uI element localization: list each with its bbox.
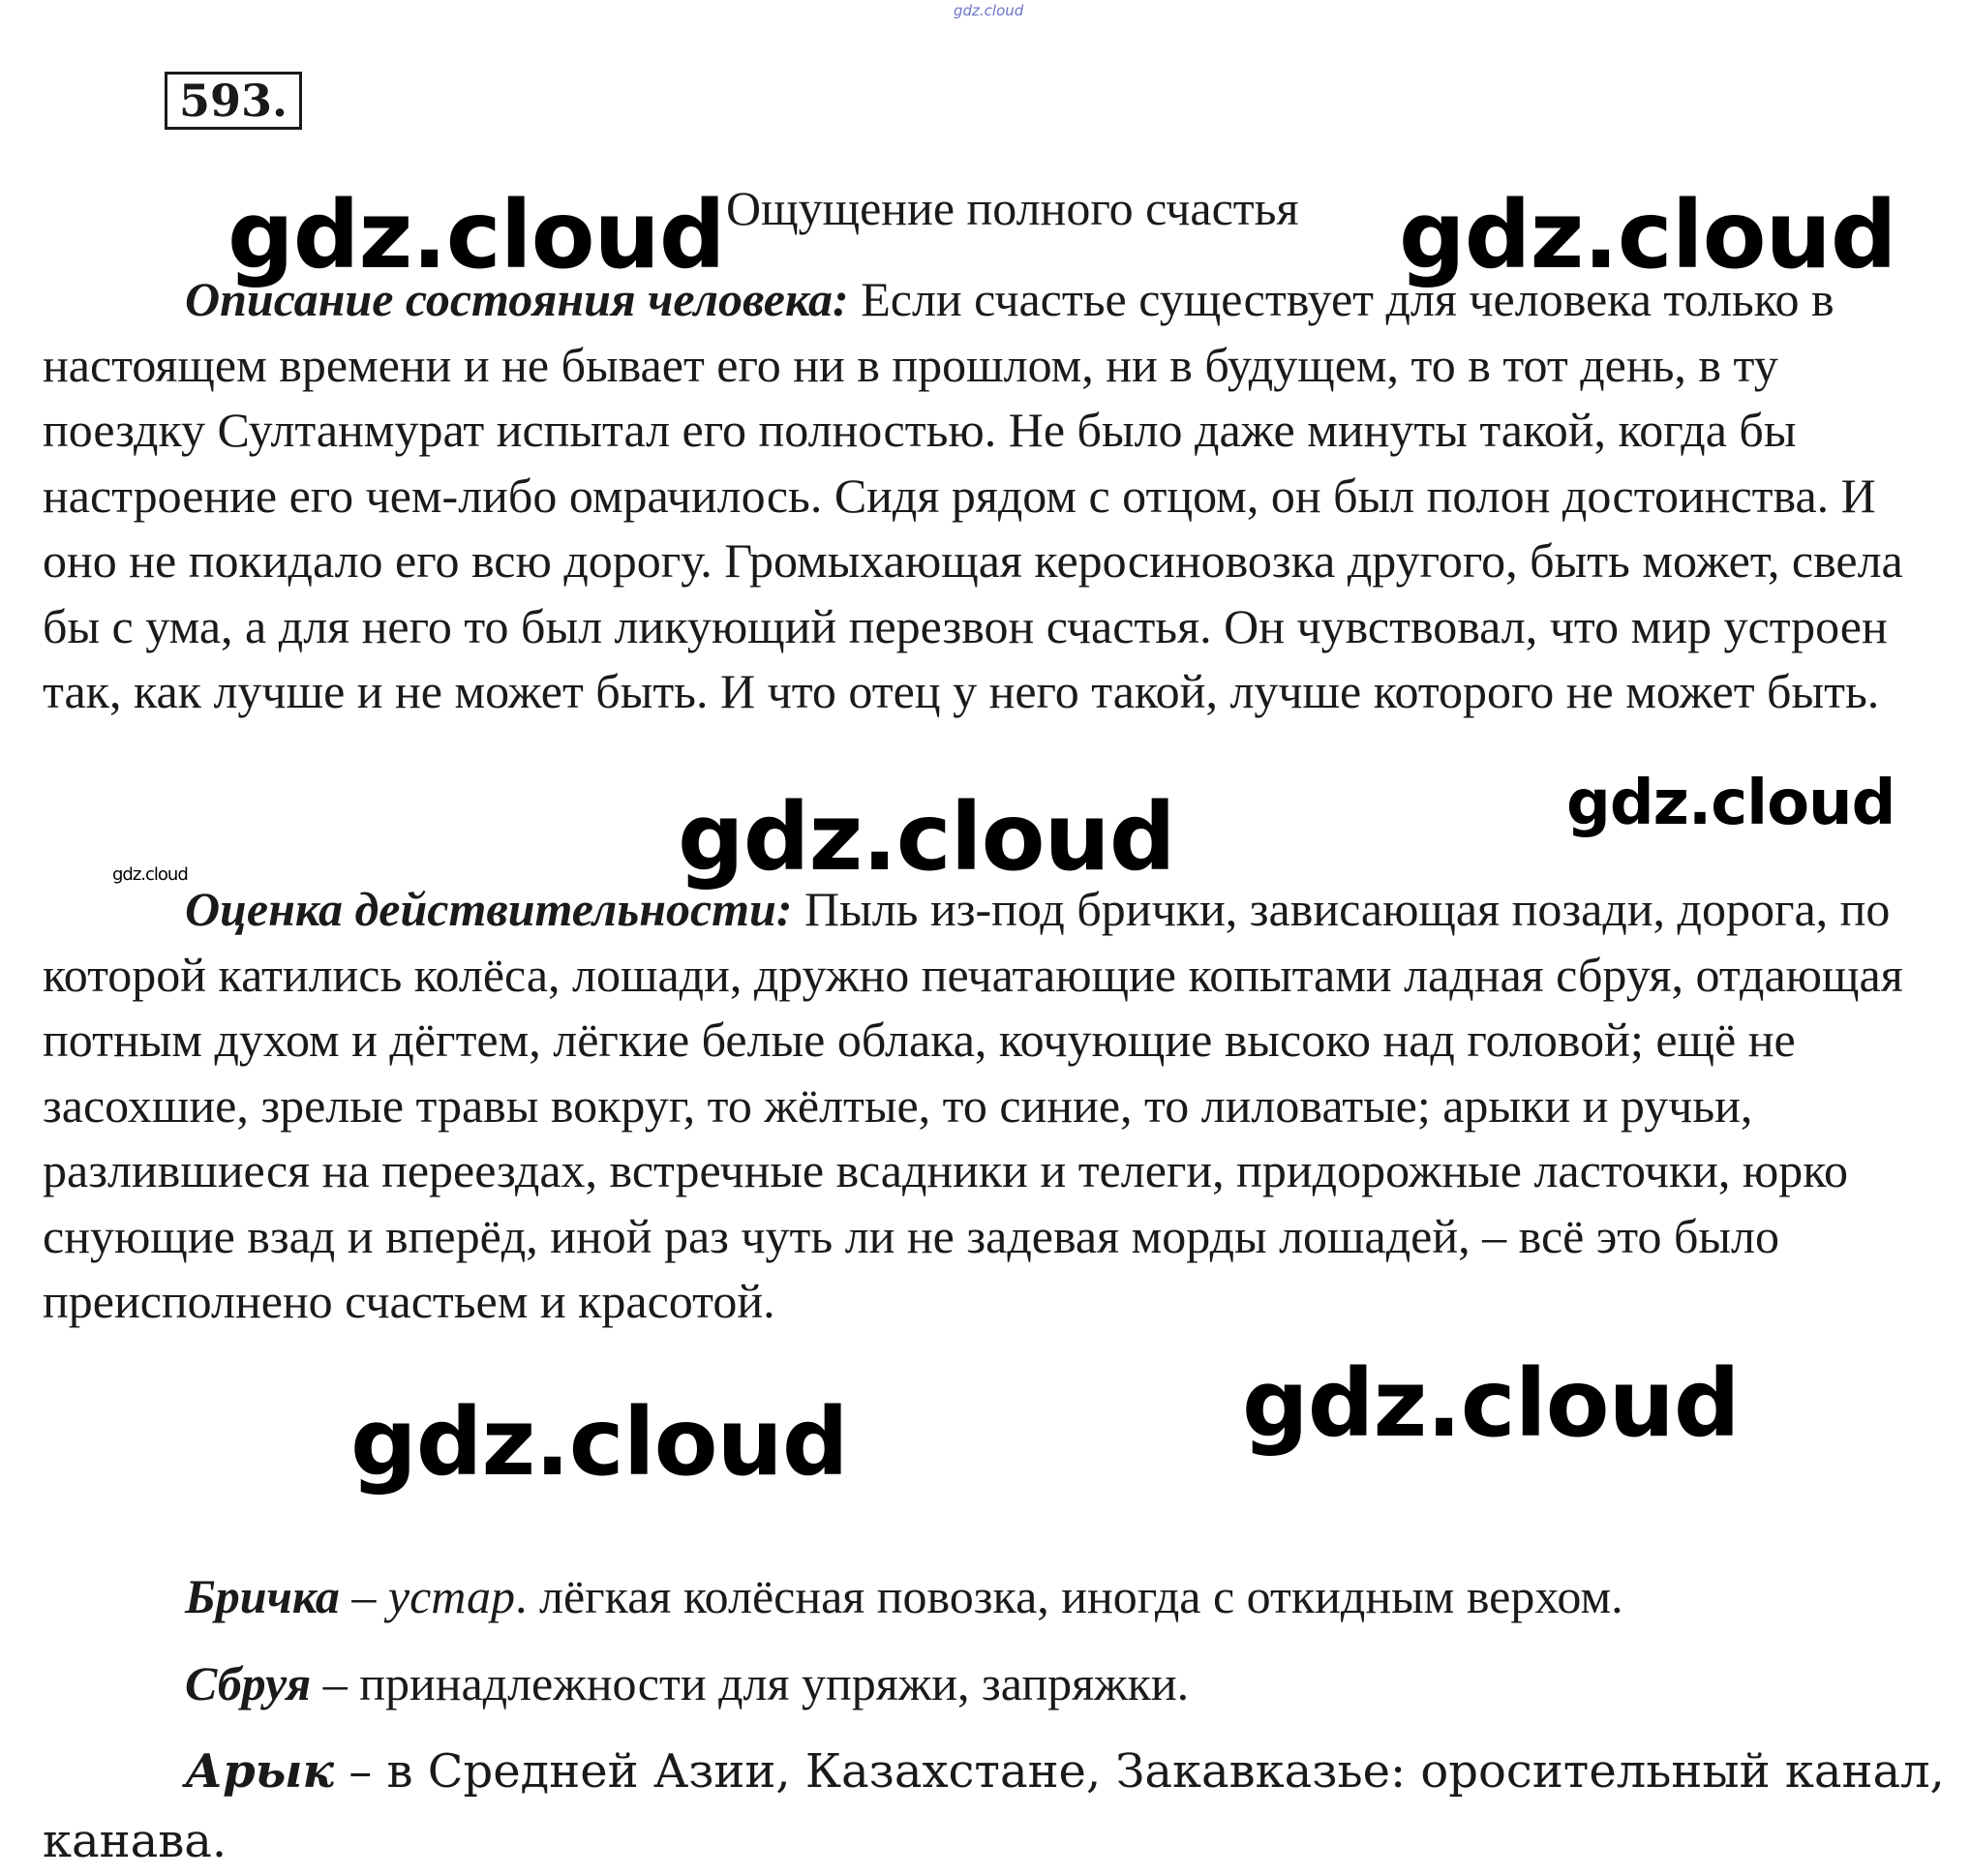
glossary-dash: – <box>339 1569 388 1623</box>
watermark: gdz.cloud <box>1399 181 1896 289</box>
site-mark-top: gdz.cloud <box>954 2 1024 19</box>
watermark: gdz.cloud <box>227 181 725 289</box>
glossary-definition: . лёгкая колёсная повозка, иногда с откидным верхом. <box>515 1569 1623 1623</box>
glossary-entry-sbruya <box>43 1649 1952 1717</box>
glossary-definition: в Средней Азии, Казахстане, Закавказье: оросительный канал, канава. <box>43 1744 1945 1868</box>
paragraph-body: Пыль из-под брички, зависающая позади, дорога, по которой катились колёса, лошади, дружно печатающие копытами ладная сбруя, отдающая потным духом и дёгтем, лёгкие белые облака, кочующие высоко над головой; ещё не засохшие, зрелые травы вокруг, то жёлтые, то синие, то лиловатые; арыки и ручьи, разлившиеся на переездах, встречные всадники и телеги, придорожные ласточки, юрко снующие взад и вперёд, иной раз чуть ли не задевая морды лошадей, – всё это было преисполнено счастьем и красотой. <box>43 882 1903 1328</box>
paragraph-evaluation <box>43 877 1952 1335</box>
glossary-term: Арык <box>185 1744 334 1799</box>
paragraph-body: Если счастье существует для человека только в настоящем времени и не бывает его ни в прошлом, ни в будущем, то в тот день, в ту поездку Султанмурат испытал его полностью. Не было даже минуты такой, когда бы настроение его чем-либо омрачилось. Сидя рядом с отцом, он был полон достоинства. И оно не покидало его всю дорогу. Громыхающая керосиновозка другого, быть может, свела бы с ума, а для него то был ликующий перезвон счастья. Он чувствовал, что мир устроен так, как лучше и не может быть. И что отец у него такой, лучше которого не может быть. <box>43 272 1903 718</box>
watermark: gdz.cloud <box>1242 1349 1740 1458</box>
glossary-entry-brichka <box>43 1562 1952 1630</box>
glossary-term: Бричка <box>185 1569 340 1623</box>
glossary-entry-aryk <box>43 1737 1952 1876</box>
glossary-dash: – <box>333 1744 387 1799</box>
watermark: gdz.cloud <box>1566 768 1895 839</box>
watermark: gdz.cloud <box>350 1388 848 1497</box>
glossary-term: Сбруя <box>185 1656 312 1710</box>
text-title: Ощущение полного счастья <box>726 181 1299 235</box>
glossary-dash: – <box>311 1656 360 1710</box>
watermark: gdz.cloud <box>112 864 188 885</box>
paragraph-lead: Описание состояния человека: <box>185 272 849 326</box>
exercise-number: 593. <box>165 72 302 130</box>
watermark: gdz.cloud <box>678 783 1175 892</box>
glossary-definition: принадлежности для упряжи, запряжки. <box>359 1656 1190 1710</box>
paragraph-lead: Оценка действительности: <box>185 882 793 936</box>
glossary-note: устар <box>387 1569 516 1623</box>
paragraph-description <box>43 267 1952 725</box>
